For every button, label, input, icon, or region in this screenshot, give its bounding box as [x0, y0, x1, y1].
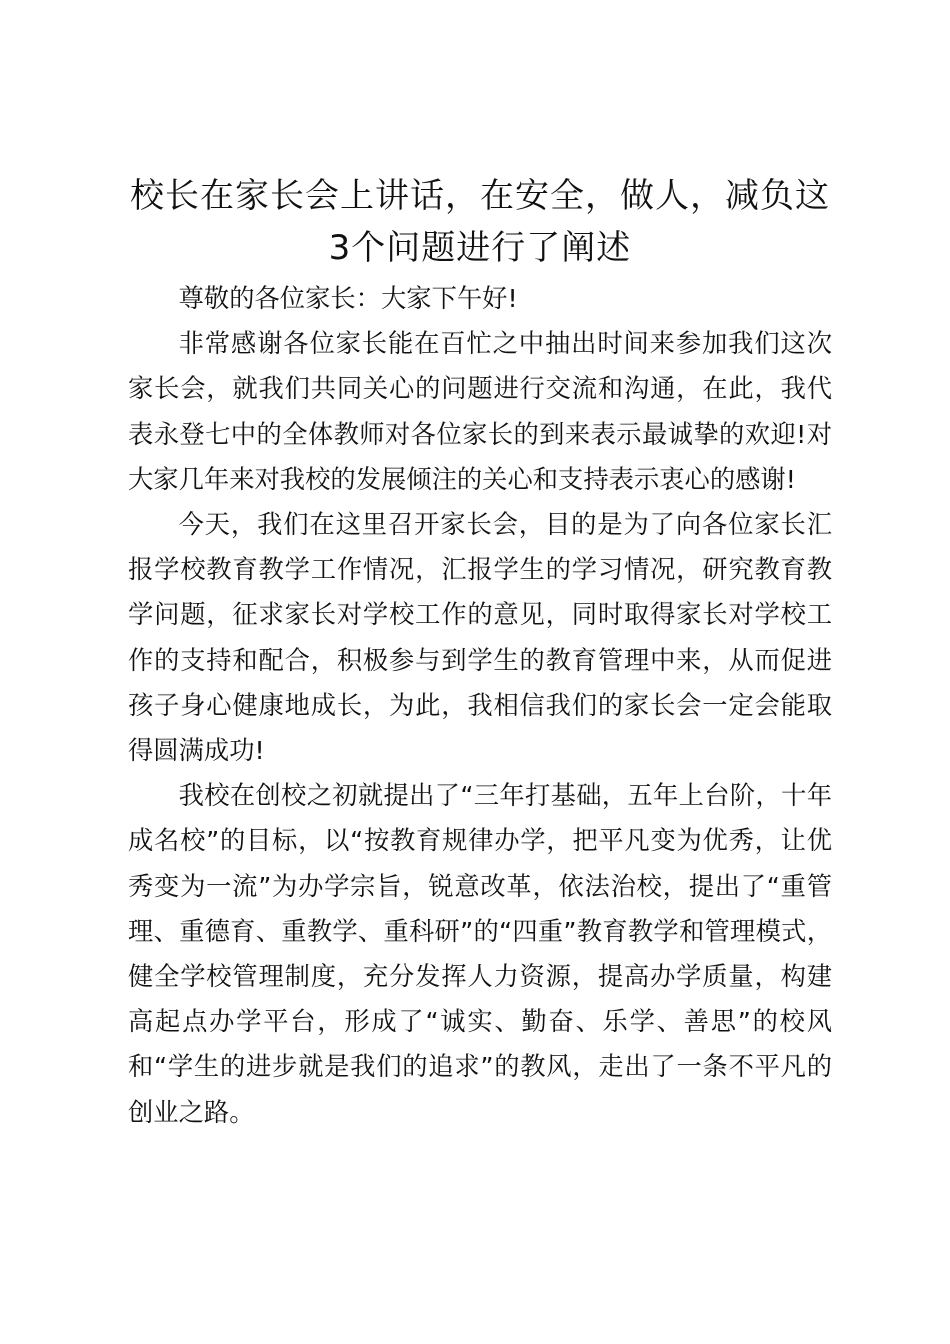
document-title: 校长在家长会上讲话，在安全，做人，减负这3个问题进行了阐述 — [130, 176, 830, 268]
body-paragraph: 我校在创校之初就提出了“三年打基础，五年上台阶，十年成名校”的目标，以“按教育规律办学，把平凡变为优秀，让优秀变为一流”为办学宗旨，锐意改革，依法治校，提出了“重管理、重德育、重教学、重科研”的“四重”教育教学和管理模式，健全学校管理制度，充分发挥人力资源，提高办学质量，构建高起点办学平台，形成了“诚实、勤奋、乐学、善思”的校风和“学生的进步就是我们的追求”的教风，走出了一条不平凡的创业之路。 — [128, 781, 832, 1127]
body-paragraph: 非常感谢各位家长能在百忙之中抽出时间来参加我们这次家长会，就我们共同关心的问题进行交流和沟通，在此，我代表永登七中的全体教师对各位家长的到来表示最诚挚的欢迎!对大家几年来对我校的发展倾注的关心和支持表示衷心的感谢! — [128, 329, 832, 494]
document-body — [128, 276, 832, 1135]
body-paragraph: 今天，我们在这里召开家长会，目的是为了向各位家长汇报学校教育教学工作情况，汇报学生的学习情况，研究教育教学问题，征求家长对学校工作的意见，同时取得家长对学校工作的支持和配合，积极参与到学生的教育管理中来，从而促进孩子身心健康地成长，为此，我相信我们的家长会一定会能取得圆满成功! — [128, 510, 832, 766]
greeting: 尊敬的各位家长：大家下午好! — [178, 284, 518, 313]
